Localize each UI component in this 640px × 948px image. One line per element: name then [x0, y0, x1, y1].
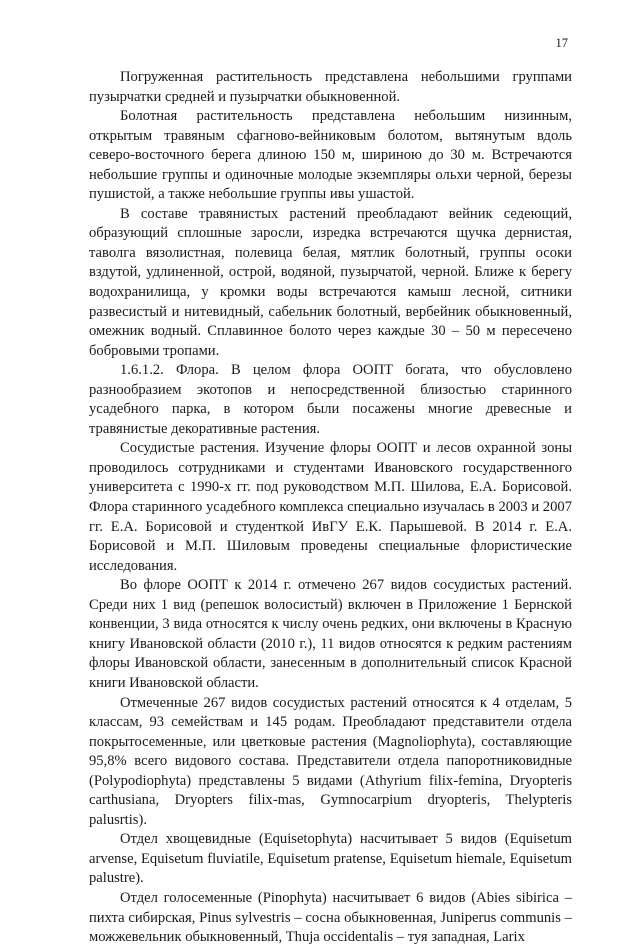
- paragraph-bog-vegetation: Болотная растительность представлена небольшим низинным, открытым травяным сфагново-вейниковым болотом, вытянутым вдоль северо-восточного берега длиною 150 м, шириною до 30 м. Встречаются небольшие группы и одиночные молодые экземпляры ольхи черной, березы пушистой, а также небольшие группы ивы ушастой.: [89, 108, 572, 203]
- paragraph-submerged-vegetation: Погруженная растительность представлена небольшими группами пузырчатки средней и пузырчатки обыкновенной.: [89, 69, 572, 105]
- paragraph-herbaceous-plants: В составе травянистых растений преобладают вейник седеющий, образующий сплошные заросли, изредка встречаются щучка дернистая, таволга вязолистная, полевица белая, мятлик болотный, группы осоки вздутой, удлиненной, острой, водяной, пузырчатой, черной. Ближе к берегу водохранилища, у кромки воды встречаются камыш лесной, ситники развесистый и нитевидный, сабельник болотный, вербейник обыкновенный, омежник водный. Сплавинное болото через каждые 30 – 50 м пересечено бобровыми тропами.: [89, 205, 572, 359]
- paragraph-species-count: Во флоре ООПТ к 2014 г. отмечено 267 видов сосудистых растений. Среди них 1 вид (репешок волосистый) включен в Приложение 1 Бернской конвенции, 3 вида относятся к числу очень редких, они включены в Красную книгу Ивановской области (2010 г.), 11 видов относятся к редким растениям флоры Ивановской области, занесенным в дополнительный список Красной книги Ивановской области.: [89, 577, 572, 691]
- paragraph-vascular-plants-study: Сосудистые растения. Изучение флоры ООПТ и лесов охранной зоны проводилось сотрудниками и студентами Ивановского государственного университета с 1990-х гг. под руководством М.П. Шилова, Е.А. Борисовой. Флора старинного усадебного комплекса специально изучалась в 2003 и 2007 гг. Е.А. Борисовой и студенткой ИвГУ Е.К. Парышевой. В 2014 г. Е.А. Борисовой и М.П. Шиловым проведены специальные флористические исследования.: [89, 440, 572, 574]
- paragraph-taxonomic-composition: Отмеченные 267 видов сосудистых растений относятся к 4 отделам, 5 классам, 93 семействам и 145 родам. Преобладают представители отдела покрытосеменные, или цветковые растения (Magnoliophyta), составляющие 95,8% всего видового состава. Представители отдела папоротниковидные (Polypodiophyta) представлены 5 видами (Athyrium filix-femina, Dryopteris carthusiana, Dryopters filix-mas, Gymnocarpium dryopteris, Thelypteris palusrtis).: [89, 694, 572, 828]
- paragraph-pinophyta: Отдел голосеменные (Pinophyta) насчитывает 6 видов (Abies sibirica – пихта сибирская, Pinus sylvestris – сосна обыкновенная, Juniperus communis – можжевельник обыкновенный, Thuja occidentalis – туя западная, Larix: [89, 889, 572, 946]
- body-text: [89, 68, 572, 948]
- paragraph-flora-section: 1.6.1.2. Флора. В целом флора ООПТ богата, что обусловлено разнообразием экотопов и непосредственной близостью старинного усадебного парка, в котором были посажены многие древесные и травянистые декоративные растения.: [89, 362, 572, 437]
- page-number: 17: [555, 36, 568, 50]
- paragraph-equisetophyta: Отдел хвощевидные (Equisetophyta) насчитывает 5 видов (Equisetum arvense, Equisetum fluviatile, Equisetum pratense, Equisetum hiemale, Equisetum palustre).: [89, 831, 572, 887]
